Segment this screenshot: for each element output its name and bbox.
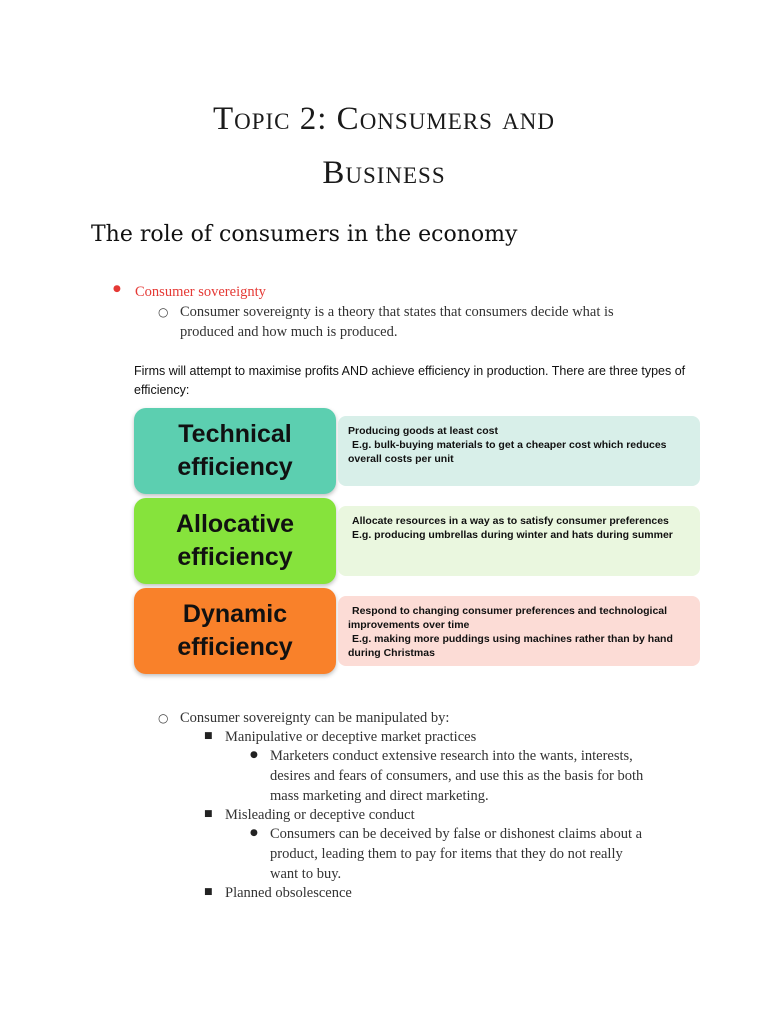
item-1-detail-line-2: desires and fears of consumers, and use this as the basis for both xyxy=(270,768,644,784)
item-1-detail-line-1: Marketers conduct extensive research into the wants, interests, xyxy=(270,748,633,764)
bullet-icon: ● xyxy=(250,828,258,838)
manipulation-intro: Consumer sovereignty can be manipulated by: xyxy=(180,710,450,726)
label-line-1: Allocative xyxy=(175,510,295,538)
page-title-line-1: Topic 2: Consumers and xyxy=(212,101,556,137)
desc-line-2: improvements over time xyxy=(348,619,470,631)
manipulation-item-3: Planned obsolescence xyxy=(225,885,352,901)
label-line-2: efficiency xyxy=(177,453,293,481)
section-heading: The role of consumers in the economy xyxy=(91,222,518,247)
desc-line-3: overall costs per unit xyxy=(348,453,454,465)
figure-intro xyxy=(134,362,694,400)
definition-line-1: Consumer sovereignty is a theory that states that consumers decide what is xyxy=(180,304,614,320)
square-bullet-icon: ■ xyxy=(204,731,213,741)
label-line-2: efficiency xyxy=(177,543,293,571)
efficiency-row-technical xyxy=(134,408,702,494)
definition-line-2: produced and how much is produced. xyxy=(180,324,398,340)
efficiency-label-technical xyxy=(134,408,336,494)
manipulation-item-1: Manipulative or deceptive market practices xyxy=(225,729,477,745)
efficiency-row-allocative xyxy=(134,498,702,584)
efficiency-label-dynamic xyxy=(134,588,336,674)
desc-line-2: E.g. producing umbrellas during winter and hats during summer xyxy=(352,529,673,541)
efficiency-row-dynamic xyxy=(134,588,702,674)
item-2-detail-line-2: product, leading them to pay for items that they do not really xyxy=(270,846,623,862)
efficiency-description-dynamic xyxy=(338,596,700,666)
page-title-line-2: Business xyxy=(322,155,446,191)
figure-intro-line-2: efficiency: xyxy=(134,383,190,397)
label-line-1: Dynamic xyxy=(182,600,288,628)
desc-line-1: Respond to changing consumer preferences and technological xyxy=(352,605,668,617)
bullet-icon: ● xyxy=(113,284,121,294)
efficiency-description-technical xyxy=(338,416,700,486)
item-2-detail-line-3: want to buy. xyxy=(270,866,342,882)
hollow-bullet-icon: ○ xyxy=(158,711,169,725)
square-bullet-icon: ■ xyxy=(204,809,213,819)
list-item-consumer-sovereignty: Consumer sovereignty xyxy=(135,284,266,300)
desc-line-2: E.g. bulk-buying materials to get a cheaper cost which reduces xyxy=(352,439,667,451)
page-title xyxy=(0,92,768,200)
manipulation-item-2: Misleading or deceptive conduct xyxy=(225,807,415,823)
hollow-bullet-icon: ○ xyxy=(158,305,169,319)
desc-line-4: during Christmas xyxy=(348,647,435,659)
efficiency-label-allocative xyxy=(134,498,336,584)
figure-intro-line-1: Firms will attempt to maximise profits AND achieve efficiency in production. There are three types of xyxy=(134,364,686,378)
bullet-icon: ● xyxy=(250,750,258,760)
label-line-1: Technical xyxy=(178,420,292,448)
item-2-detail-line-1: Consumers can be deceived by false or dishonest claims about a xyxy=(270,826,643,842)
desc-line-1: Allocate resources in a way as to satisfy consumer preferences xyxy=(352,515,669,527)
desc-line-1: Producing goods at least cost xyxy=(348,425,498,437)
item-1-detail-line-3: mass marketing and direct marketing. xyxy=(270,788,489,804)
desc-line-3: E.g. making more puddings using machines rather than by hand xyxy=(352,633,673,645)
square-bullet-icon: ■ xyxy=(204,887,213,897)
efficiency-description-allocative xyxy=(338,506,700,576)
label-line-2: efficiency xyxy=(177,633,293,661)
